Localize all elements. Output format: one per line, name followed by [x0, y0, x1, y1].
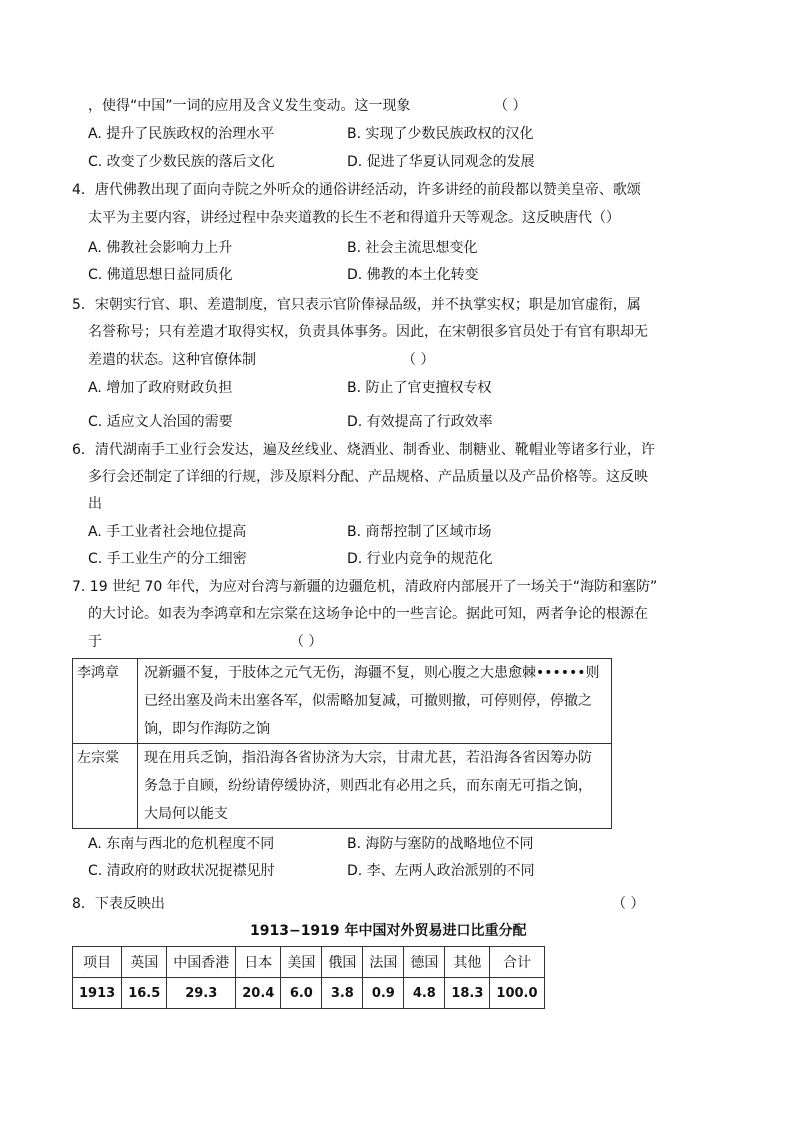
q4-option-b: B. 社会主流思想变化 — [347, 240, 478, 256]
q8-stem: 8．下表反映出 — [72, 896, 165, 912]
q6-option-a: A. 手工业者社会地位提高 — [88, 524, 247, 540]
table-header-cell: 合计 — [490, 947, 544, 978]
q6-option-b: B. 商帮控制了区域市场 — [347, 524, 492, 540]
speaker-name: 左宗棠 — [73, 744, 138, 829]
table-header-cell: 俄国 — [322, 947, 363, 978]
table-cell: 16.5 — [122, 978, 167, 1009]
q7-option-a: A. 东南与西北的危机程度不同 — [88, 836, 275, 852]
table-header-cell: 美国 — [281, 947, 322, 978]
q4-option-c: C. 佛道思想日益同质化 — [88, 267, 233, 283]
q7-stem-line2: 的大讨论。如表为李鸿章和左宗棠在这场争论中的一些言论。据此可知，两者争论的根源在 — [88, 606, 648, 622]
speaker-quote: 况新疆不复，于肢体之元气无伤，海疆不复，则心腹之大患愈棘••••••则已经出塞及尚未出塞各军，似需略加复减，可撤则撤，可停则停，停撤之饷，即匀作海防之饷 — [138, 659, 612, 744]
table-cell: 29.3 — [167, 978, 236, 1009]
table-header-cell: 中国香港 — [167, 947, 236, 978]
table-header-row — [73, 947, 545, 978]
table-cell: 20.4 — [236, 978, 281, 1009]
table-cell: 3.8 — [322, 978, 363, 1009]
q5-option-c: C. 适应文人治国的需要 — [88, 414, 233, 430]
table-header-cell: 法国 — [363, 947, 404, 978]
table-header-cell: 日本 — [236, 947, 281, 978]
q5-option-b: B. 防止了官吏擅权专权 — [347, 380, 492, 396]
table-cell: 18.3 — [445, 978, 490, 1009]
q6-stem-line3: 出 — [88, 496, 102, 512]
q6-stem-line2: 多行会还制定了详细的行规，涉及原料分配、产品规格、产品质量以及产品价格等。这反映 — [88, 469, 648, 485]
q7-stem-line1: 7. 19 世纪 70 年代，为应对台湾与新疆的边疆危机，清政府内部展开了一场关于“海防和塞防” — [72, 579, 658, 595]
table-cell: 6.0 — [281, 978, 322, 1009]
table-header-cell: 项目 — [73, 947, 122, 978]
q5-answer-paren: （ ） — [402, 352, 435, 368]
table-cell: 1913 — [73, 978, 122, 1009]
q4-stem-line2: 太平为主要内容，讲经过程中杂夹道教的长生不老和得道升天等观念。这反映唐代（） — [88, 210, 620, 226]
q3-stem: ，使得“中国”一词的应用及含义发生变动。这一现象 — [88, 98, 411, 114]
q5-stem-line2: 名誉称号；只有差遣才取得实权，负责具体事务。因此，在宋朝很多官员处于有官有职却无 — [88, 324, 648, 340]
table-header-cell: 德国 — [404, 947, 445, 978]
q5-option-d: D. 有效提高了行政效率 — [347, 414, 493, 430]
table-header-cell: 英国 — [122, 947, 167, 978]
table-cell: 4.8 — [404, 978, 445, 1009]
q4-option-d: D. 佛教的本土化转变 — [347, 267, 479, 283]
q7-option-b: B. 海防与塞防的战略地位不同 — [347, 836, 534, 852]
q8-table-title: 1913−1919 年中国对外贸易进口比重分配 — [250, 923, 527, 939]
table-row — [73, 744, 612, 829]
q6-stem-line1: 6．清代湖南手工业行会发达，遍及丝线业、烧酒业、制香业、制糖业、靴帽业等诸多行业，许 — [72, 442, 655, 458]
q3-option-a: A. 提升了民族政权的治理水平 — [88, 126, 275, 142]
table-cell: 100.0 — [490, 978, 544, 1009]
q5-option-a: A. 增加了政府财政负担 — [88, 380, 233, 396]
table-cell: 0.9 — [363, 978, 404, 1009]
q4-stem-line1: 4．唐代佛教出现了面向寺院之外听众的通俗讲经活动，许多讲经的前段都以赞美皇帝、歌颂 — [72, 182, 641, 198]
q3-option-c: C. 改变了少数民族的落后文化 — [88, 154, 275, 170]
q3-answer-paren: （ ） — [494, 98, 527, 114]
q5-stem-line3: 差遣的状态。这种官僚体制 — [88, 352, 256, 368]
q7-stem-line3: 于 — [88, 634, 102, 650]
q5-stem-line1: 5．宋朝实行官、职、差遣制度，官只表示官阶俸禄品级，并不执掌实权；职是加官虚衔，属 — [72, 297, 641, 313]
q7-option-d: D. 李、左两人政治派别的不同 — [347, 863, 535, 879]
table-header-cell: 其他 — [445, 947, 490, 978]
table-row — [73, 978, 545, 1009]
q3-option-d: D. 促进了华夏认同观念的发展 — [347, 154, 535, 170]
q4-option-a: A. 佛教社会影响力上升 — [88, 240, 233, 256]
q7-answer-paren: （ ） — [290, 634, 323, 650]
speaker-quote: 现在用兵乏饷，指沿海各省协济为大宗，甘肃尤甚，若沿海各省因筹办防务急于自顾，纷纷请停缓协济，则西北有必用之兵，而东南无可指之饷，大局何以能支 — [138, 744, 612, 829]
q8-import-table — [72, 946, 545, 1009]
q7-option-c: C. 清政府的财政状况捉襟见肘 — [88, 863, 275, 879]
q6-option-c: C. 手工业生产的分工细密 — [88, 551, 247, 567]
q7-quote-table — [72, 658, 612, 829]
q3-option-b: B. 实现了少数民族政权的汉化 — [347, 126, 534, 142]
q6-option-d: D. 行业内竞争的规范化 — [347, 551, 493, 567]
table-row — [73, 659, 612, 744]
speaker-name: 李鸿章 — [73, 659, 138, 744]
q8-answer-paren: （ ） — [612, 896, 645, 912]
